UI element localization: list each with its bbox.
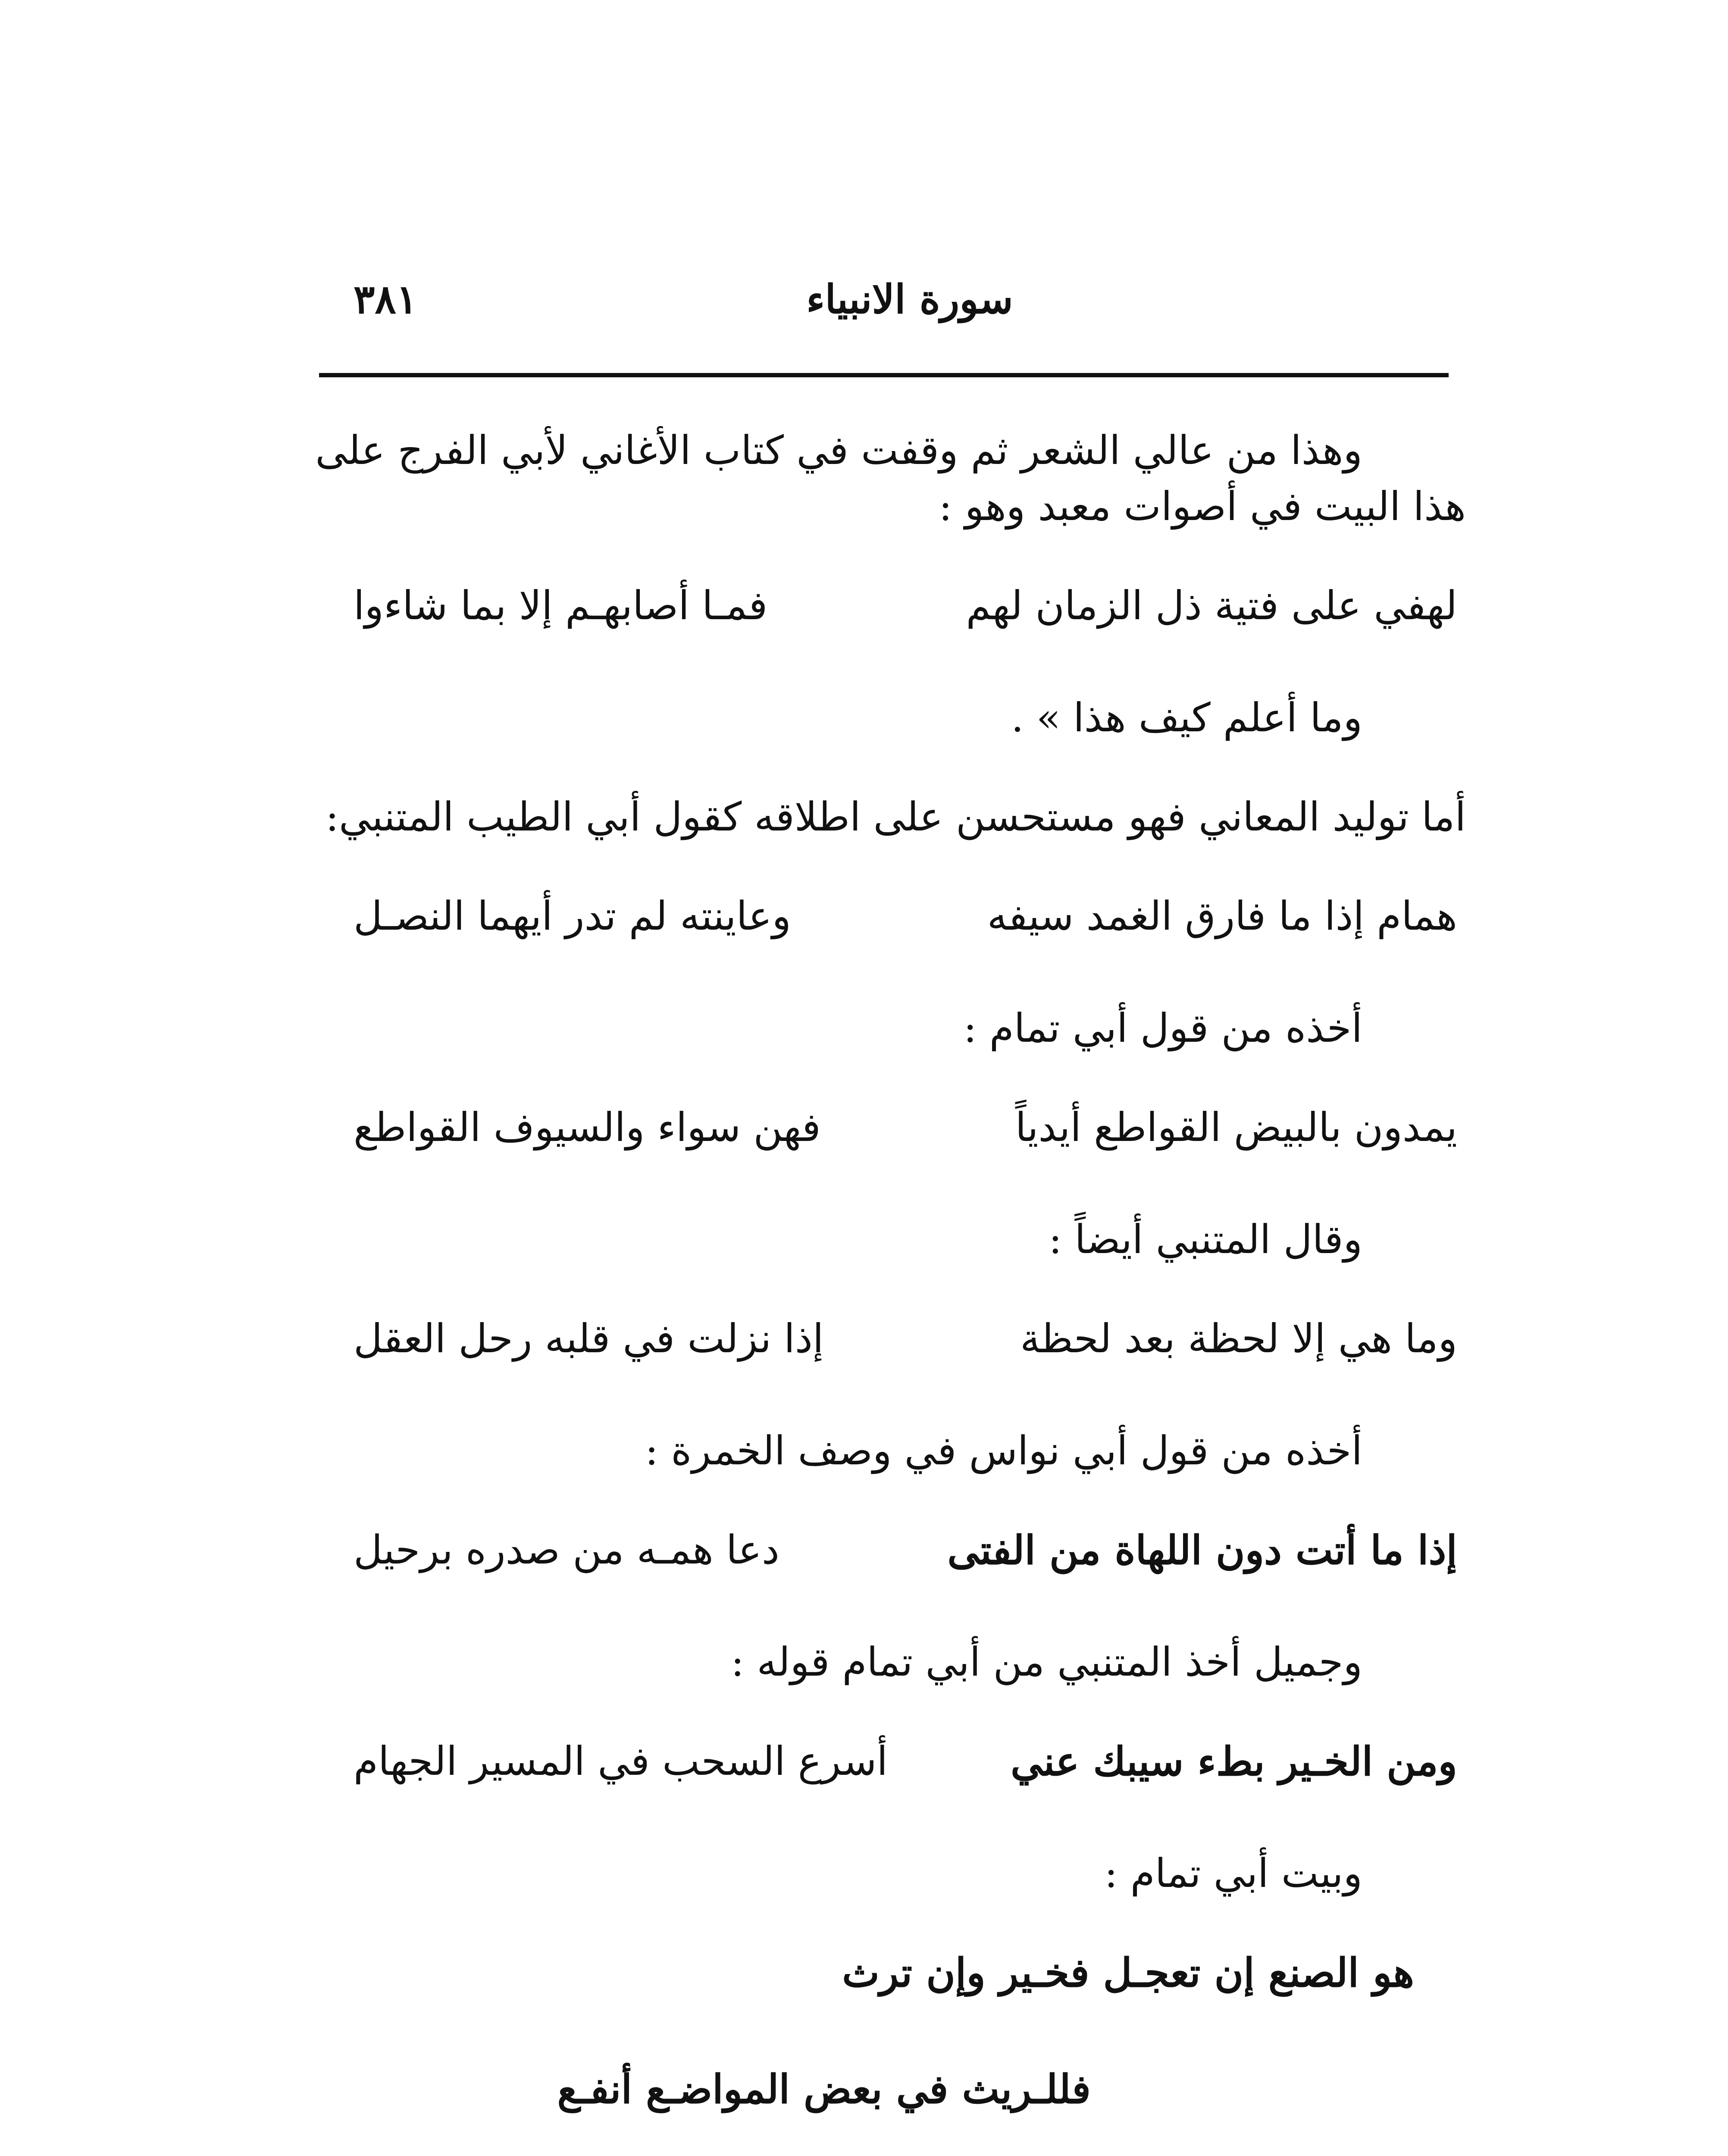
verse-line bbox=[302, 1522, 1466, 1578]
verse-line bbox=[302, 1311, 1466, 1367]
verse-first-hemistich: يمدون بالبيض القواطع أيدياً bbox=[1015, 1104, 1457, 1150]
page-header bbox=[319, 276, 1449, 341]
verse-line bbox=[302, 888, 1466, 944]
paragraph: وجميل أخذ المتنبي من أبي تمام قوله : bbox=[731, 1639, 1362, 1685]
paragraph: أخذه من قول أبي نواس في وصف الخمرة : bbox=[645, 1428, 1362, 1474]
verse-line bbox=[302, 1100, 1466, 1156]
paragraph: أما توليد المعاني فهو مستحسن على اطلاقه كقول أبي الطيب المتنبي: bbox=[326, 794, 1466, 840]
verse-second-hemistich: دعا همـه من صدره برحيل bbox=[354, 1527, 779, 1573]
verse-first-hemistich: وما هي إلا لحظة بعد لحظة bbox=[1020, 1316, 1457, 1362]
verse-second-hemistich: فللـريث في بعض المواضـع أنفـع bbox=[557, 2066, 1091, 2112]
page-number: ٣٨١ bbox=[354, 276, 418, 323]
verse-line bbox=[302, 1733, 1466, 1789]
verse-first-hemistich: لهفي على فتية ذل الزمان لهم bbox=[966, 583, 1457, 629]
paragraph: وما أعلم كيف هذا » . bbox=[1011, 695, 1362, 741]
verse-line bbox=[302, 578, 1466, 634]
verse-second-hemistich: أسرع السحب في المسير الجهام bbox=[354, 1738, 888, 1784]
running-title: سورة الانبياء bbox=[806, 276, 1013, 323]
paragraph-intro bbox=[302, 423, 1466, 535]
paragraph-line: وهذا من عالي الشعر ثم وقفت في كتاب الأغاني لأبي الفرج على bbox=[315, 427, 1362, 473]
verse-second-hemistich: إذا نزلت في قلبه رحل العقل bbox=[354, 1316, 824, 1362]
verse-first-hemistich: ومن الخـير بطء سيبك عني bbox=[1011, 1738, 1457, 1785]
verse-first-hemistich: إذا ما أتت دون اللهاة من الفتى bbox=[947, 1527, 1457, 1573]
body-text bbox=[302, 423, 1466, 2156]
header-rule bbox=[319, 373, 1449, 377]
paragraph-line: هذا البيت في أصوات معبد وهو : bbox=[939, 483, 1466, 530]
paragraph: أخذه من قول أبي تمام : bbox=[963, 1005, 1362, 1051]
verse-second-hemistich: وعاينته لم تدر أيهما النصـل bbox=[354, 893, 791, 939]
paragraph: وبيت أبي تمام : bbox=[1104, 1850, 1362, 1896]
verse-first-hemistich: هو الصنع إن تعجـل فخـير وإن ترث bbox=[842, 1949, 1414, 1996]
verse-second-hemistich: فهن سواء والسيوف القواطع bbox=[354, 1104, 821, 1150]
verse-stacked bbox=[302, 1945, 1466, 2117]
paragraph: وقال المتنبي أيضاً : bbox=[1049, 1216, 1362, 1263]
verse-first-hemistich: همام إذا ما فارق الغمد سيفه bbox=[987, 893, 1457, 939]
verse-second-hemistich: فمـا أصابهـم إلا بما شاءوا bbox=[354, 583, 768, 629]
